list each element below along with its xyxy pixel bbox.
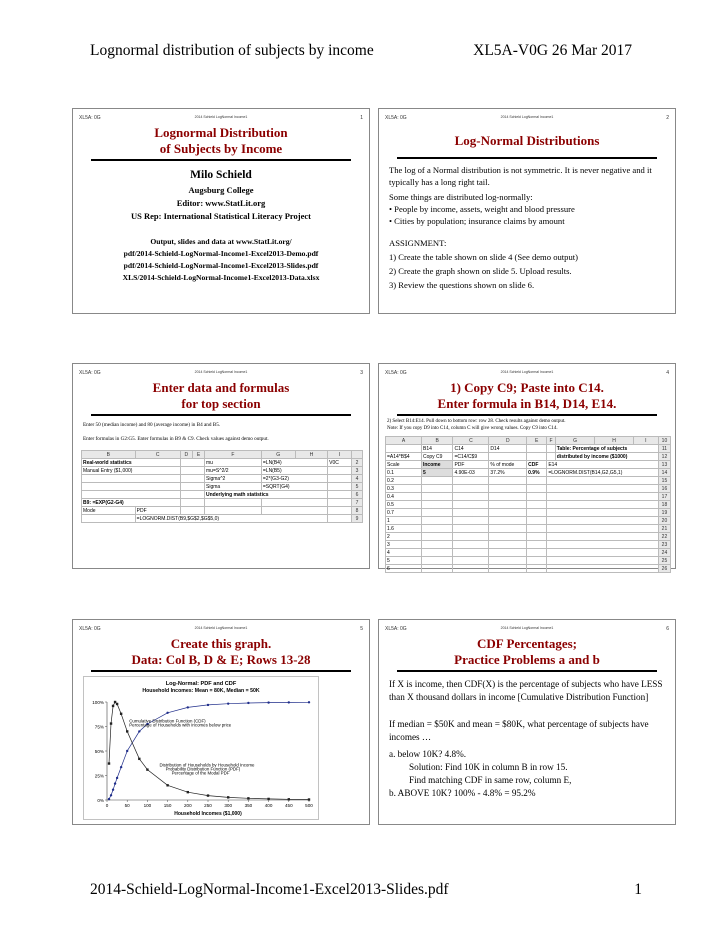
table-row	[386, 501, 671, 509]
cell: E14	[547, 461, 659, 469]
cell: D14	[489, 445, 527, 453]
table-row	[386, 445, 671, 453]
table-row	[386, 493, 671, 501]
pdf-point	[267, 798, 269, 800]
pdf-point	[138, 758, 140, 760]
cell: Real-world statistics	[82, 459, 181, 467]
instruction-2: Note: If you copy D9 into C14, column C will give wrong values. Copy C9 into C14.	[387, 426, 558, 431]
title-rule	[397, 414, 657, 416]
cdf-point	[288, 701, 290, 703]
row-number: 18	[658, 501, 670, 509]
slide-note: 2014 Schield LogNormal Income1	[500, 626, 554, 630]
x-axis-label: Household Incomes ($1,000)	[174, 811, 242, 817]
bullet-text: Cities by population; insurance claims by amount	[394, 216, 565, 226]
cdf-point	[166, 712, 168, 714]
output-line-2: pdf/2014-Schield-LogNormal-Income1-Excel2013-Demo.pdf	[123, 249, 319, 258]
footer-filename: 2014-Schield-LogNormal-Income1-Excel2013-Slides.pdf	[90, 881, 449, 898]
solution-line-1: Solution: Find 10K in column B in row 15.	[409, 762, 568, 772]
slide-note: 2014 Schield LogNormal Income1	[194, 370, 248, 374]
pdf-point	[308, 798, 310, 800]
cdf-point	[187, 706, 189, 708]
table-row	[386, 541, 671, 549]
table-row	[82, 507, 363, 515]
row-number: 16	[658, 485, 670, 493]
cdf-point	[267, 701, 269, 703]
slide-number: 6	[666, 626, 669, 632]
slide-title: Log-Normal Distributions	[454, 133, 600, 148]
author-name: Milo Schield	[190, 169, 252, 181]
slide-1	[72, 108, 370, 314]
slide-title-line-2: for top section	[181, 396, 261, 411]
row-number: 9	[352, 515, 363, 523]
cell: =LN(B4)	[261, 459, 327, 467]
table-row	[386, 557, 671, 565]
cdf-point	[112, 789, 114, 791]
cell: Manual Entry ($1,000)	[82, 467, 181, 475]
list-intro: Some things are distributed log-normally:	[389, 192, 533, 202]
slide-number: 1	[360, 115, 363, 121]
question-a: a. below 10K? 4.8%.	[389, 749, 467, 759]
pdf-point	[227, 796, 229, 798]
cell: 1.6	[386, 525, 422, 533]
question-b: b. ABOVE 10K? 100% - 4.8% = 95.2%	[389, 788, 536, 798]
cdf-definition: If X is income, then CDF(X) is the percentage of subjects who have LESS than X thousand dollars in income [Cumulative Distribution Function]	[389, 679, 663, 702]
y-tick-label: 75%	[94, 724, 104, 730]
chart-subtitle: Household Incomes: Mean = 80K, Median = 50K	[142, 688, 260, 694]
slide-5	[72, 619, 370, 825]
instruction-1: Enter 50 (median income) and 80 (average income) in B4 and B5.	[83, 422, 221, 428]
column-header: H	[295, 451, 328, 459]
row-number: 19	[658, 509, 670, 517]
cell: 5	[421, 469, 452, 477]
cell: distributed by income ($1000)	[555, 453, 658, 461]
row-number: 15	[658, 477, 670, 485]
title-rule	[397, 157, 657, 159]
title-rule	[91, 159, 351, 161]
x-tick-label: 150	[163, 803, 172, 808]
slide-note: 2014 Schield LogNormal Income1	[194, 626, 248, 630]
cell: =LOGNORM.DIST(B14,G2,G5,1)	[547, 469, 659, 477]
row-number: 13	[658, 461, 670, 469]
cell: 0.4	[386, 493, 422, 501]
table-row	[386, 453, 671, 461]
cell: 0.7	[386, 509, 422, 517]
pdf-point	[110, 722, 112, 724]
author-editor: Editor: www.StatLit.org	[176, 198, 266, 208]
slide-note: 2014 Schield LogNormal Income1	[500, 115, 554, 119]
cell: =A14*B$4	[386, 453, 422, 461]
slide-header	[79, 115, 363, 123]
row-number: 23	[658, 541, 670, 549]
table-row	[82, 475, 363, 483]
header-version-date: XL5A-V0G 26 Mar 2017	[473, 42, 632, 59]
row-number: 12	[658, 453, 670, 461]
problem-intro: If median = $50K and mean = $80K, what percentage of subjects have incomes …	[389, 719, 649, 742]
slide-tag: XL5A: 0G	[79, 115, 101, 121]
cell: Sigma^2	[205, 475, 262, 483]
cell: 4	[386, 549, 422, 557]
table-row	[82, 459, 363, 467]
table-row	[386, 509, 671, 517]
slide-number: 5	[360, 626, 363, 632]
slide-title-line-1: Lognormal Distribution	[154, 125, 288, 140]
cell: =SQRT(G4)	[261, 483, 327, 491]
cell: =LOGNORM.DIST(B9,$G$2,$G$5,0)	[135, 515, 328, 523]
slide-title-line-1: 1) Copy C9; Paste into C14.	[450, 380, 604, 395]
pdf-point	[207, 794, 209, 796]
slide-title-line-2: Enter formula in B14, D14, E14.	[437, 396, 617, 411]
column-header: G	[261, 451, 295, 459]
cdf-point	[120, 766, 122, 768]
cell: 0.1	[386, 469, 422, 477]
x-tick-label: 100	[143, 803, 152, 808]
x-tick-label: 250	[204, 803, 212, 808]
row-number: 21	[658, 525, 670, 533]
cdf-point	[110, 794, 112, 796]
solution-line-2: Find matching CDF in same row, column E,	[409, 775, 572, 785]
slide-title-line-2: Data: Col B, D & E; Rows 13-28	[131, 652, 311, 667]
title-rule	[397, 670, 657, 672]
column-header: A	[386, 437, 422, 445]
y-tick-label: 0%	[97, 797, 104, 803]
cdf-point	[108, 798, 110, 800]
row-number: 17	[658, 493, 670, 501]
slide-header	[79, 370, 363, 378]
page-header	[90, 42, 632, 62]
slide-tag: XL5A: 0G	[385, 370, 407, 376]
cdf-point	[227, 702, 229, 704]
cdf-point	[207, 704, 209, 706]
row-number: 3	[352, 467, 363, 475]
cell: 1	[386, 517, 422, 525]
cell: Sigma	[205, 483, 262, 491]
column-header: F	[547, 437, 555, 445]
x-tick-label: 50	[124, 803, 130, 808]
output-line-4: XLS/2014-Schield-LogNormal-Income1-Excel2013-Data.xlsx	[122, 273, 320, 282]
cell: 5	[386, 557, 422, 565]
pdf-point	[116, 703, 118, 705]
cell: 37.2%	[489, 469, 527, 477]
cdf-point	[308, 701, 310, 703]
table-row	[386, 517, 671, 525]
table-row	[386, 533, 671, 541]
cdf-point	[247, 702, 249, 704]
author-org: Augsburg College	[188, 185, 254, 195]
cell: 6	[386, 565, 422, 573]
annotation-pdf-scale: Percentage of the Modal PDF	[171, 770, 230, 776]
x-tick-label: 200	[183, 803, 192, 808]
cdf-point	[126, 750, 128, 752]
column-header-row	[82, 451, 363, 459]
instruction-2: Enter formulas in G2:G5. Enter formulas in B9 & C9. Check values against demo output.	[83, 436, 269, 442]
cell: 4.90E-03	[453, 469, 489, 477]
cell: Underlying math statistics	[205, 491, 328, 499]
slide-title-line-2: Practice Problems a and b	[454, 652, 600, 667]
cell: 0.2	[386, 477, 422, 485]
column-header: D	[489, 437, 527, 445]
slide-header	[79, 626, 363, 634]
cell: Scale	[386, 461, 422, 469]
slide-header	[385, 370, 669, 378]
column-header: I	[328, 451, 352, 459]
cell: PDF	[453, 461, 489, 469]
cell: 0.3	[386, 485, 422, 493]
chart-frame	[84, 677, 319, 820]
table-row	[386, 525, 671, 533]
slide-header	[385, 626, 669, 634]
pdf-point	[112, 705, 114, 707]
cell: Income	[421, 461, 452, 469]
x-tick-label: 500	[305, 803, 313, 808]
pdf-point	[166, 784, 168, 786]
slide-header	[385, 115, 669, 123]
annotation-cdf-name: Cumulative Distribution Function (CDF)	[129, 718, 206, 724]
row-number: 22	[658, 533, 670, 541]
slide-tag: XL5A: 0G	[79, 370, 101, 376]
column-header: C	[453, 437, 489, 445]
row-number: 11	[658, 445, 670, 453]
slide-6	[378, 619, 676, 825]
instruction-1: 2) Select B14:E14. Pull down to bottom row: row 28. Check results against demo output.	[387, 419, 566, 424]
table-row	[386, 485, 671, 493]
table-row	[386, 477, 671, 485]
slide-tag: XL5A: 0G	[385, 115, 407, 121]
x-tick-label: 400	[264, 803, 273, 808]
slide-title-line-1: Create this graph.	[170, 636, 272, 651]
slide-number: 4	[666, 370, 669, 376]
author-rep: US Rep: International Statistical Literacy Project	[131, 211, 311, 221]
cell: =2*(G3-G2)	[261, 475, 327, 483]
row-number: 7	[352, 499, 363, 507]
y-tick-label: 25%	[94, 773, 104, 779]
slide-title-line-1: CDF Percentages;	[477, 636, 577, 651]
table-row	[82, 467, 363, 475]
row-number: 5	[352, 483, 363, 491]
row-number: 8	[352, 507, 363, 515]
annotation-cdf-desc: Percentage of Households with Incomes below price	[129, 722, 232, 728]
row-number: 24	[658, 549, 670, 557]
slide-note: 2014 Schield LogNormal Income1	[500, 370, 554, 374]
x-tick-label: 350	[244, 803, 253, 808]
slide-tag: XL5A: 0G	[385, 626, 407, 632]
pdf-point	[146, 768, 148, 770]
x-tick-label: 450	[284, 803, 293, 808]
cell: mu=S^2/2	[205, 467, 262, 475]
annotation-pdf-desc: Distribution of Households by Household Income	[159, 762, 255, 768]
intro-paragraph: The log of a Normal distribution is not symmetric. It is never negative and it typically has a long right tail.	[389, 165, 652, 187]
column-header-row	[386, 437, 671, 445]
slide-note: 2014 Schield LogNormal Income1	[194, 115, 248, 119]
column-header: E	[193, 451, 205, 459]
slide-2	[378, 108, 676, 314]
title-rule	[91, 414, 351, 416]
cell: V0C	[328, 459, 352, 467]
column-header: H	[595, 437, 633, 445]
cdf-point	[138, 730, 140, 732]
slide-title-line-2: of Subjects by Income	[159, 141, 283, 156]
column-header: B	[421, 437, 452, 445]
cell: =LN(B5)	[261, 467, 327, 475]
table-row	[82, 499, 363, 507]
assignment-item-1: 1) Create the table shown on slide 4 (See demo output)	[389, 252, 579, 262]
pdf-point	[126, 730, 128, 732]
column-header: E	[527, 437, 547, 445]
assignment-item-2: 2) Create the graph shown on slide 5. Upload results.	[389, 266, 572, 276]
row-number: 26	[658, 565, 670, 573]
column-header: B	[82, 451, 136, 459]
spreadsheet-excerpt	[385, 436, 671, 573]
cell: 2	[386, 533, 422, 541]
slide-number: 3	[360, 370, 363, 376]
row-number: 25	[658, 557, 670, 565]
bullet-text: People by income, assets, weight and blood pressure	[394, 204, 575, 214]
column-header: F	[205, 451, 262, 459]
table-row	[386, 549, 671, 557]
column-header: D	[180, 451, 192, 459]
slide-number: 2	[666, 115, 669, 121]
column-header: G	[555, 437, 595, 445]
cell: =C14/C$9	[453, 453, 489, 461]
cell: PDF	[135, 507, 180, 515]
cell: B14	[421, 445, 452, 453]
footer-page-number: 1	[634, 881, 642, 898]
row-number: 6	[352, 491, 363, 499]
table-row	[386, 469, 671, 477]
pdf-point	[288, 798, 290, 800]
table-row	[386, 461, 671, 469]
cell: mu	[205, 459, 262, 467]
spreadsheet-excerpt	[81, 450, 363, 523]
annotation-pdf-name: Probability Distribution Function (PDF)	[165, 766, 241, 772]
slide-title-line-1: Enter data and formulas	[152, 380, 290, 395]
output-line-1: Output, slides and data at www.StatLit.org/	[150, 237, 292, 246]
cell: Mode	[82, 507, 136, 515]
cell: 0.9%	[527, 469, 547, 477]
pdf-point	[120, 713, 122, 715]
header-title: Lognormal distribution of subjects by income	[90, 42, 374, 59]
chart-title: Log-Normal: PDF and CDF	[165, 681, 237, 687]
cell: 3	[386, 541, 422, 549]
cell: % of mode	[489, 461, 527, 469]
cell: 0.5	[386, 501, 422, 509]
row-number: 20	[658, 517, 670, 525]
cell: Table: Percentage of subjects	[555, 445, 658, 453]
column-header: I	[633, 437, 658, 445]
table-row	[386, 565, 671, 573]
slide-tag: XL5A: 0G	[79, 626, 101, 632]
x-tick-label: 0	[105, 803, 109, 808]
column-header: C	[135, 451, 180, 459]
row-number: 14	[658, 469, 670, 477]
assignment-heading: ASSIGNMENT:	[389, 238, 447, 248]
cdf-point	[116, 777, 118, 779]
pdf-point	[187, 791, 189, 793]
table-row	[82, 515, 363, 523]
pdf-point	[108, 762, 110, 764]
x-tick-label: 300	[224, 803, 233, 808]
list-item: • People by income, assets, weight and blood pressure	[389, 204, 575, 214]
cell: Copy C9	[421, 453, 452, 461]
table-row	[82, 483, 363, 491]
row-number: 10	[658, 437, 670, 445]
cell: B9: =EXP(G2-G4)	[82, 499, 181, 507]
row-number: 2	[352, 459, 363, 467]
output-line-3: pdf/2014-Schield-LogNormal-Income1-Excel2013-Slides.pdf	[123, 261, 319, 270]
y-tick-label: 50%	[94, 748, 104, 754]
title-rule	[91, 670, 351, 672]
y-tick-label: 100%	[92, 699, 104, 705]
cdf-point	[114, 782, 116, 784]
lognormal-chart	[83, 676, 319, 820]
list-item: • Cities by population; insurance claims by amount	[389, 216, 565, 226]
table-row	[82, 491, 363, 499]
slide-4	[378, 363, 676, 572]
slide-3	[72, 363, 370, 569]
cell: C14	[453, 445, 489, 453]
cell: CDF	[527, 461, 547, 469]
row-number: 4	[352, 475, 363, 483]
assignment-item-3: 3) Review the questions shown on slide 6.	[389, 280, 535, 290]
pdf-point	[247, 797, 249, 799]
